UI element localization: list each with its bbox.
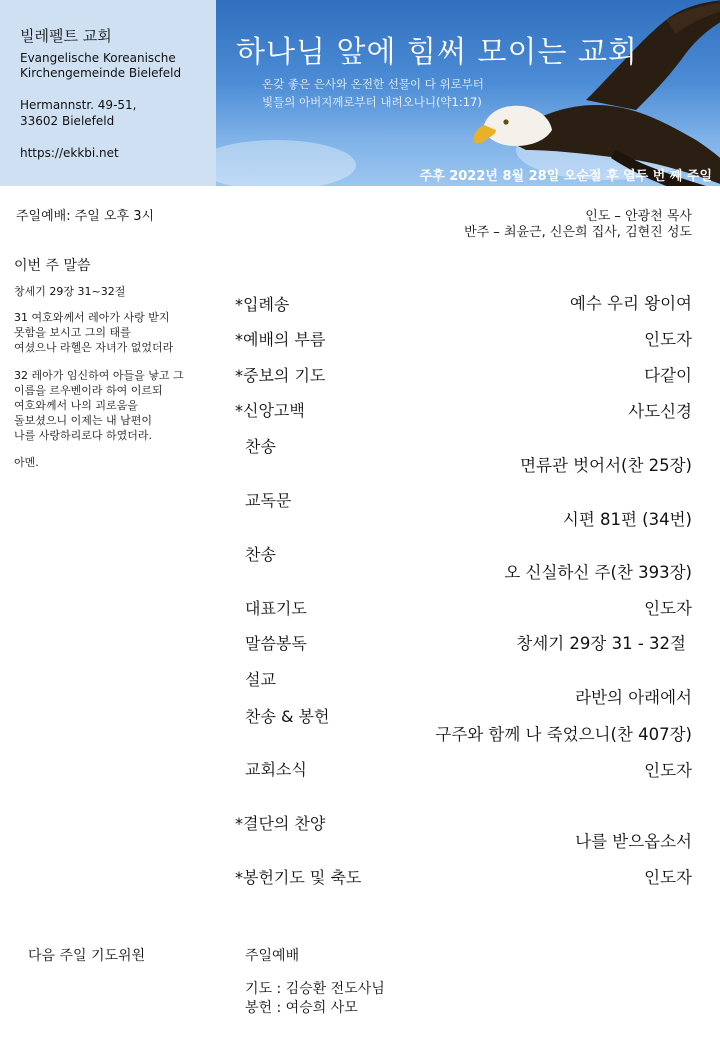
worship-item-value: 인도자 [644,868,692,887]
scripture-verse-line: 31 여호와께서 레아가 사랑 받지 [14,311,170,324]
worship-item-label: *중보의 기도 [235,366,326,385]
worship-item-label: 설교 [245,670,276,689]
worship-item-label: *예배의 부름 [235,330,326,349]
address-street: Hermannstr. 49-51, [20,98,137,112]
worship-item-label: *봉헌기도 및 축도 [235,868,362,887]
scripture-verse-line: 돌보셨으니 이제는 내 남편이 [14,414,153,427]
service-date: 주후 2022년 8월 28일 오순절 후 열두 번 째 주일 [419,169,712,184]
worship-item-label: 찬송 & 봉헌 [245,707,330,726]
worship-item-label: 교독문 [245,491,292,510]
address-city: 33602 Bielefeld [20,114,115,128]
scripture-verse-line: 여셨으나 라헬은 자녀가 없었더라 [14,341,174,354]
scripture-heading: 이번 주 말씀 [14,258,91,274]
church-name-korean: 빌레펠트 교회 [20,27,112,45]
worship-item-label: 대표기도 [245,599,307,618]
worship-item-value: 오 신실하신 주(찬 393장) [504,563,692,582]
website-link[interactable]: https://ekkbi.net [20,146,119,160]
worship-item-value: 예수 우리 왕이여 [569,294,692,313]
banner-verse-line1: 온갖 좋은 은사와 온전한 선물이 다 위로부터 [262,77,484,91]
service-leader: 인도 – 안광천 목사 [585,209,692,224]
next-week-service: 주일예배 [245,948,300,964]
scripture-amen: 아멘. [14,456,39,469]
worship-item-value: 나를 받으옵소서 [575,832,692,851]
worship-item-label: *신앙고백 [235,401,305,420]
worship-item-label: *입례송 [235,295,290,314]
worship-item-value: 사도신경 [628,402,692,421]
header-banner [216,0,720,186]
scripture-verse-line: 나를 사랑하리로다 하였더라. [14,429,153,442]
worship-item-label: 찬송 [245,545,276,564]
worship-item-value: 인도자 [644,599,692,618]
service-time: 주일예배: 주일 오후 3시 [16,209,155,224]
worship-item-label: *결단의 찬양 [235,814,326,833]
next-week-heading: 다음 주일 기도위원 [28,948,146,964]
scripture-verse-line: 이름을 르우벤이라 하여 이르되 [14,384,163,397]
worship-item-value: 다같이 [644,366,692,385]
worship-item-label: 찬송 [245,437,276,456]
church-info-panel [0,0,216,186]
scripture-verse-line: 여호와께서 나의 괴로움을 [14,399,138,412]
next-week-offering: 봉헌 : 여승희 사모 [245,1000,358,1016]
worship-item-value: 인도자 [644,761,692,780]
worship-item-label: 교회소식 [245,760,307,779]
church-name-german-line1: Evangelische Koreanische [20,51,176,65]
worship-item-value: 구주와 함께 나 죽었으니(찬 407장) [435,725,692,744]
service-accompanist: 반주 – 최윤근, 신은희 집사, 김현진 성도 [464,225,692,240]
worship-item-label: 말씀봉독 [245,634,307,653]
scripture-verse-line: 32 레아가 임신하여 아들을 낳고 그 [14,369,184,382]
worship-item-value: 면류관 벗어서(찬 25장) [520,456,692,475]
banner-verse-line2: 빛들의 아버지께로부터 내려오나니(약1:17) [262,95,482,109]
scripture-reference: 창세기 29장 31~32절 [14,285,126,298]
scripture-verse-line: 못함을 보시고 그의 태를 [14,326,131,339]
next-week-prayer: 기도 : 김승환 전도사님 [245,981,385,997]
cloud-shape [216,140,356,186]
church-name-german-line2: Kirchengemeinde Bielefeld [20,66,182,80]
worship-item-value: 시편 81편 (34번) [562,510,692,529]
worship-item-value: 창세기 29장 31 - 32절 [516,634,686,653]
banner-title: 하나님 앞에 힘써 모이는 교회 [236,35,638,70]
worship-item-value: 인도자 [644,330,692,349]
worship-item-value: 라반의 아래에서 [575,688,692,707]
